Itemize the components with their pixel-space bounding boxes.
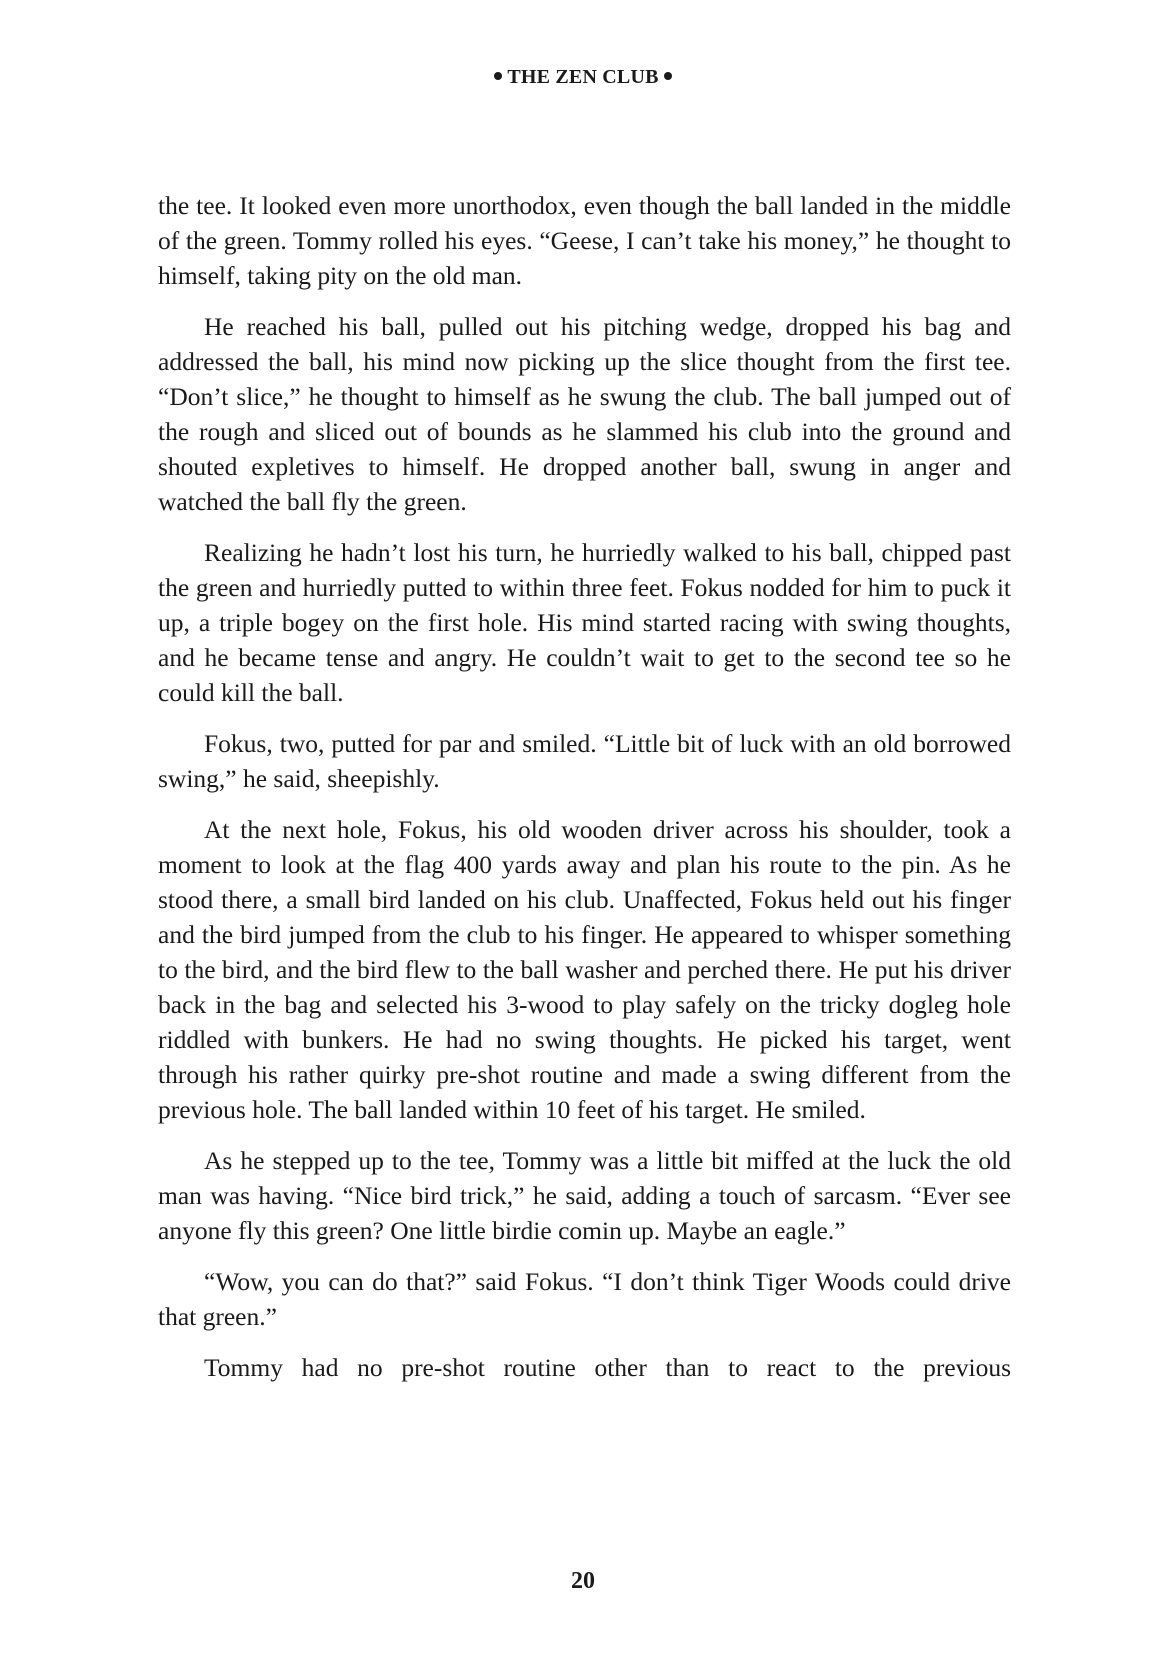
bullet-left-icon bbox=[494, 72, 502, 80]
paragraph: He reached his ball, pulled out his pitching wedge, dropped his bag and addressed the ball, his mind now picking up the slice thought from the first tee. “Don’t slice,” he thought to himself as he swung the club. The ball jumped out of the rough and sliced out of bounds as he slammed his club into the ground and shouted expletives to himself. He dropped another ball, swung in anger and watched the ball fly the green. bbox=[158, 312, 1011, 516]
paragraph: the tee. It looked even more unorthodox, even though the ball landed in the middle of the green. Tommy rolled his eyes. “Geese, I can’t take his money,” he thought to himself, taking pity on the old man. bbox=[158, 191, 1011, 290]
paragraph: Tommy had no pre-shot routine other than to react to the previous bbox=[204, 1353, 1011, 1382]
paragraph: Realizing he hadn’t lost his turn, he hurriedly walked to his ball, chipped past the green and hurriedly putted to within three feet. Fokus nodded for him to puck it up, a triple bogey on the first hole. His mind started racing with swing thoughts, and he became tense and angry. He couldn’t wait to get to the second tee so he could kill the ball. bbox=[158, 538, 1011, 707]
page-number: 20 bbox=[571, 1568, 595, 1594]
paragraph: Fokus, two, putted for par and smiled. “Little bit of luck with an old borrowed swing,” he said, sheepishly. bbox=[158, 729, 1011, 793]
body-text bbox=[158, 188, 1011, 1401]
running-header bbox=[0, 66, 1166, 89]
running-title: THE ZEN CLUB bbox=[507, 66, 659, 88]
paragraph: At the next hole, Fokus, his old wooden driver across his shoulder, took a moment to look at the flag 400 yards away and plan his route to the pin. As he stood there, a small bird landed on his club. Unaffected, Fokus held out his finger and the bird jumped from the club to his finger. He appeared to whisper something to the bird, and the bird flew to the ball washer and perched there. He put his driver back in the bag and selected his 3-wood to play safely on the tricky dogleg hole riddled with bunkers. He had no swing thoughts. He picked his target, went through his rather quirky pre-shot routine and made a swing different from the previous hole. The ball landed within 10 feet of his target. He smiled. bbox=[158, 815, 1011, 1124]
paragraph: “Wow, you can do that?” said Fokus. “I don’t think Tiger Woods could drive that green.” bbox=[158, 1267, 1011, 1331]
paragraph: As he stepped up to the tee, Tommy was a little bit miffed at the luck the old man was having. “Nice bird trick,” he said, adding a touch of sarcasm. “Ever see anyone fly this green? One little birdie comin up. Maybe an eagle.” bbox=[158, 1146, 1011, 1245]
bullet-right-icon bbox=[664, 72, 672, 80]
